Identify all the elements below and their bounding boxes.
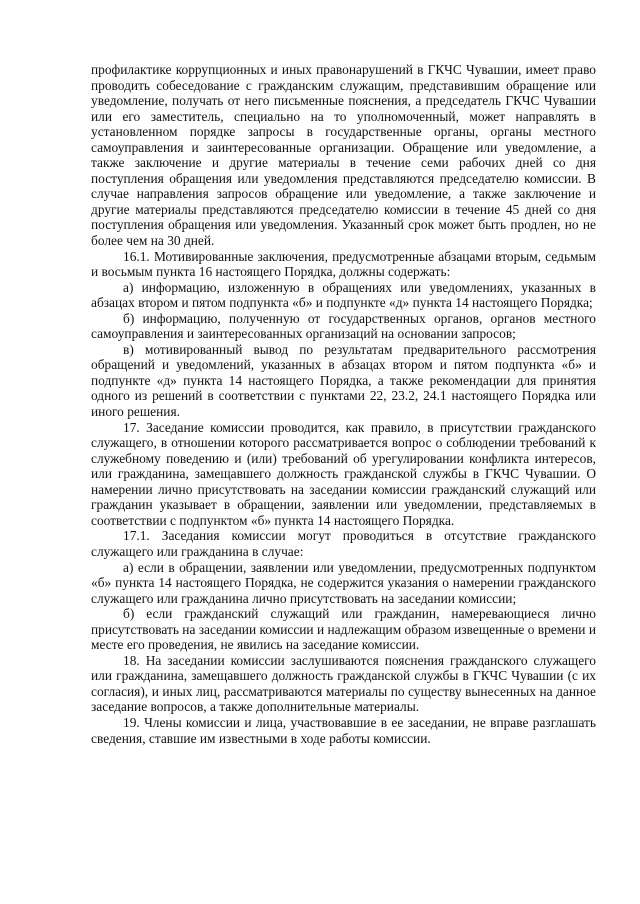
paragraph-continuation: профилактике коррупционных и иных правонарушений в ГКЧС Чувашии, имеет право проводить собеседование с гражданским служащим, представившим обращение или уведомление, получать от него письменные пояснения, а председатель ГКЧС Чувашии или его заместитель, специально на то уполномоченный, может направлять в установленном порядке запросы в государственные органы, органы местного самоуправления и заинтересованные организации. Обращение или уведомление, а также заключение и другие материалы в течение семи рабочих дней со дня поступления обращения или уведомления представляются председателю комиссии. В случае направления запросов обращение или уведомление, а также заключение и другие материалы представляются председателю комиссии в течение 45 дней со дня поступления обращения или уведомления. Указанный срок может быть продлен, но не более чем на 30 дней. [91,62,596,249]
document-body [91,62,596,746]
paragraph-17-1-b: б) если гражданский служащий или гражданин, намеревающиеся лично присутствовать на заседании комиссии и надлежащим образом извещенные о времени и месте его проведения, не явились на заседание комиссии. [91,606,596,653]
paragraph-16-1: 16.1. Мотивированные заключения, предусмотренные абзацами вторым, седьмым и восьмым пункта 16 настоящего Порядка, должны содержать: [91,248,596,280]
paragraph-18: 18. На заседании комиссии заслушиваются пояснения гражданского служащего или гражданина, замещавшего должность гражданской службы в ГКЧС Чувашии (с их согласия), и иных лиц, рассматриваются материалы по существу вынесенных на данное заседание вопросов, а также дополнительные материалы. [91,652,596,715]
paragraph-17: 17. Заседание комиссии проводится, как правило, в присутствии гражданского служащего, в отношении которого рассматривается вопрос о соблюдении требований к служебному поведению и (или) требований об урегулировании конфликта интересов, или гражданина, замещавшего должность гражданской службы в ГКЧС Чувашии. О намерении лично присутствовать на заседании комиссии гражданский служащий или гражданин указывает в обращении, заявлении или уведомлении, представляемых в соответствии с подпунктом «б» пункта 14 настоящего Порядка. [91,419,596,528]
paragraph-16-1-v: в) мотивированный вывод по результатам предварительного рассмотрения обращений и уведомлений, указанных в абзацах втором и пятом подпункта «б» и подпункте «д» пункта 14 настоящего Порядка, а также рекомендации для принятия одного из решений в соответствии с пунктами 22, 23.2, 24.1 настоящего Порядка или иного решения. [91,341,596,420]
paragraph-17-1-a: а) если в обращении, заявлении или уведомлении, предусмотренных подпунктом «б» пункта 14 настоящего Порядка, не содержится указания о намерении гражданского служащего или гражданина лично присутствовать на заседании комиссии; [91,559,596,606]
paragraph-17-1: 17.1. Заседания комиссии могут проводиться в отсутствие гражданского служащего или гражданина в случае: [91,528,596,559]
paragraph-16-1-b: б) информацию, полученную от государственных органов, органов местного самоуправления и заинтересованных организаций на основании запросов; [91,310,596,342]
paragraph-19: 19. Члены комиссии и лица, участвовавшие в ее заседании, не вправе разглашать сведения, ставшие им известными в ходе работы комиссии. [91,714,596,746]
paragraph-16-1-a: а) информацию, изложенную в обращениях или уведомлениях, указанных в абзацах втором и пятом подпункта «б» и подпункте «д» пункта 14 настоящего Порядка; [91,279,596,311]
